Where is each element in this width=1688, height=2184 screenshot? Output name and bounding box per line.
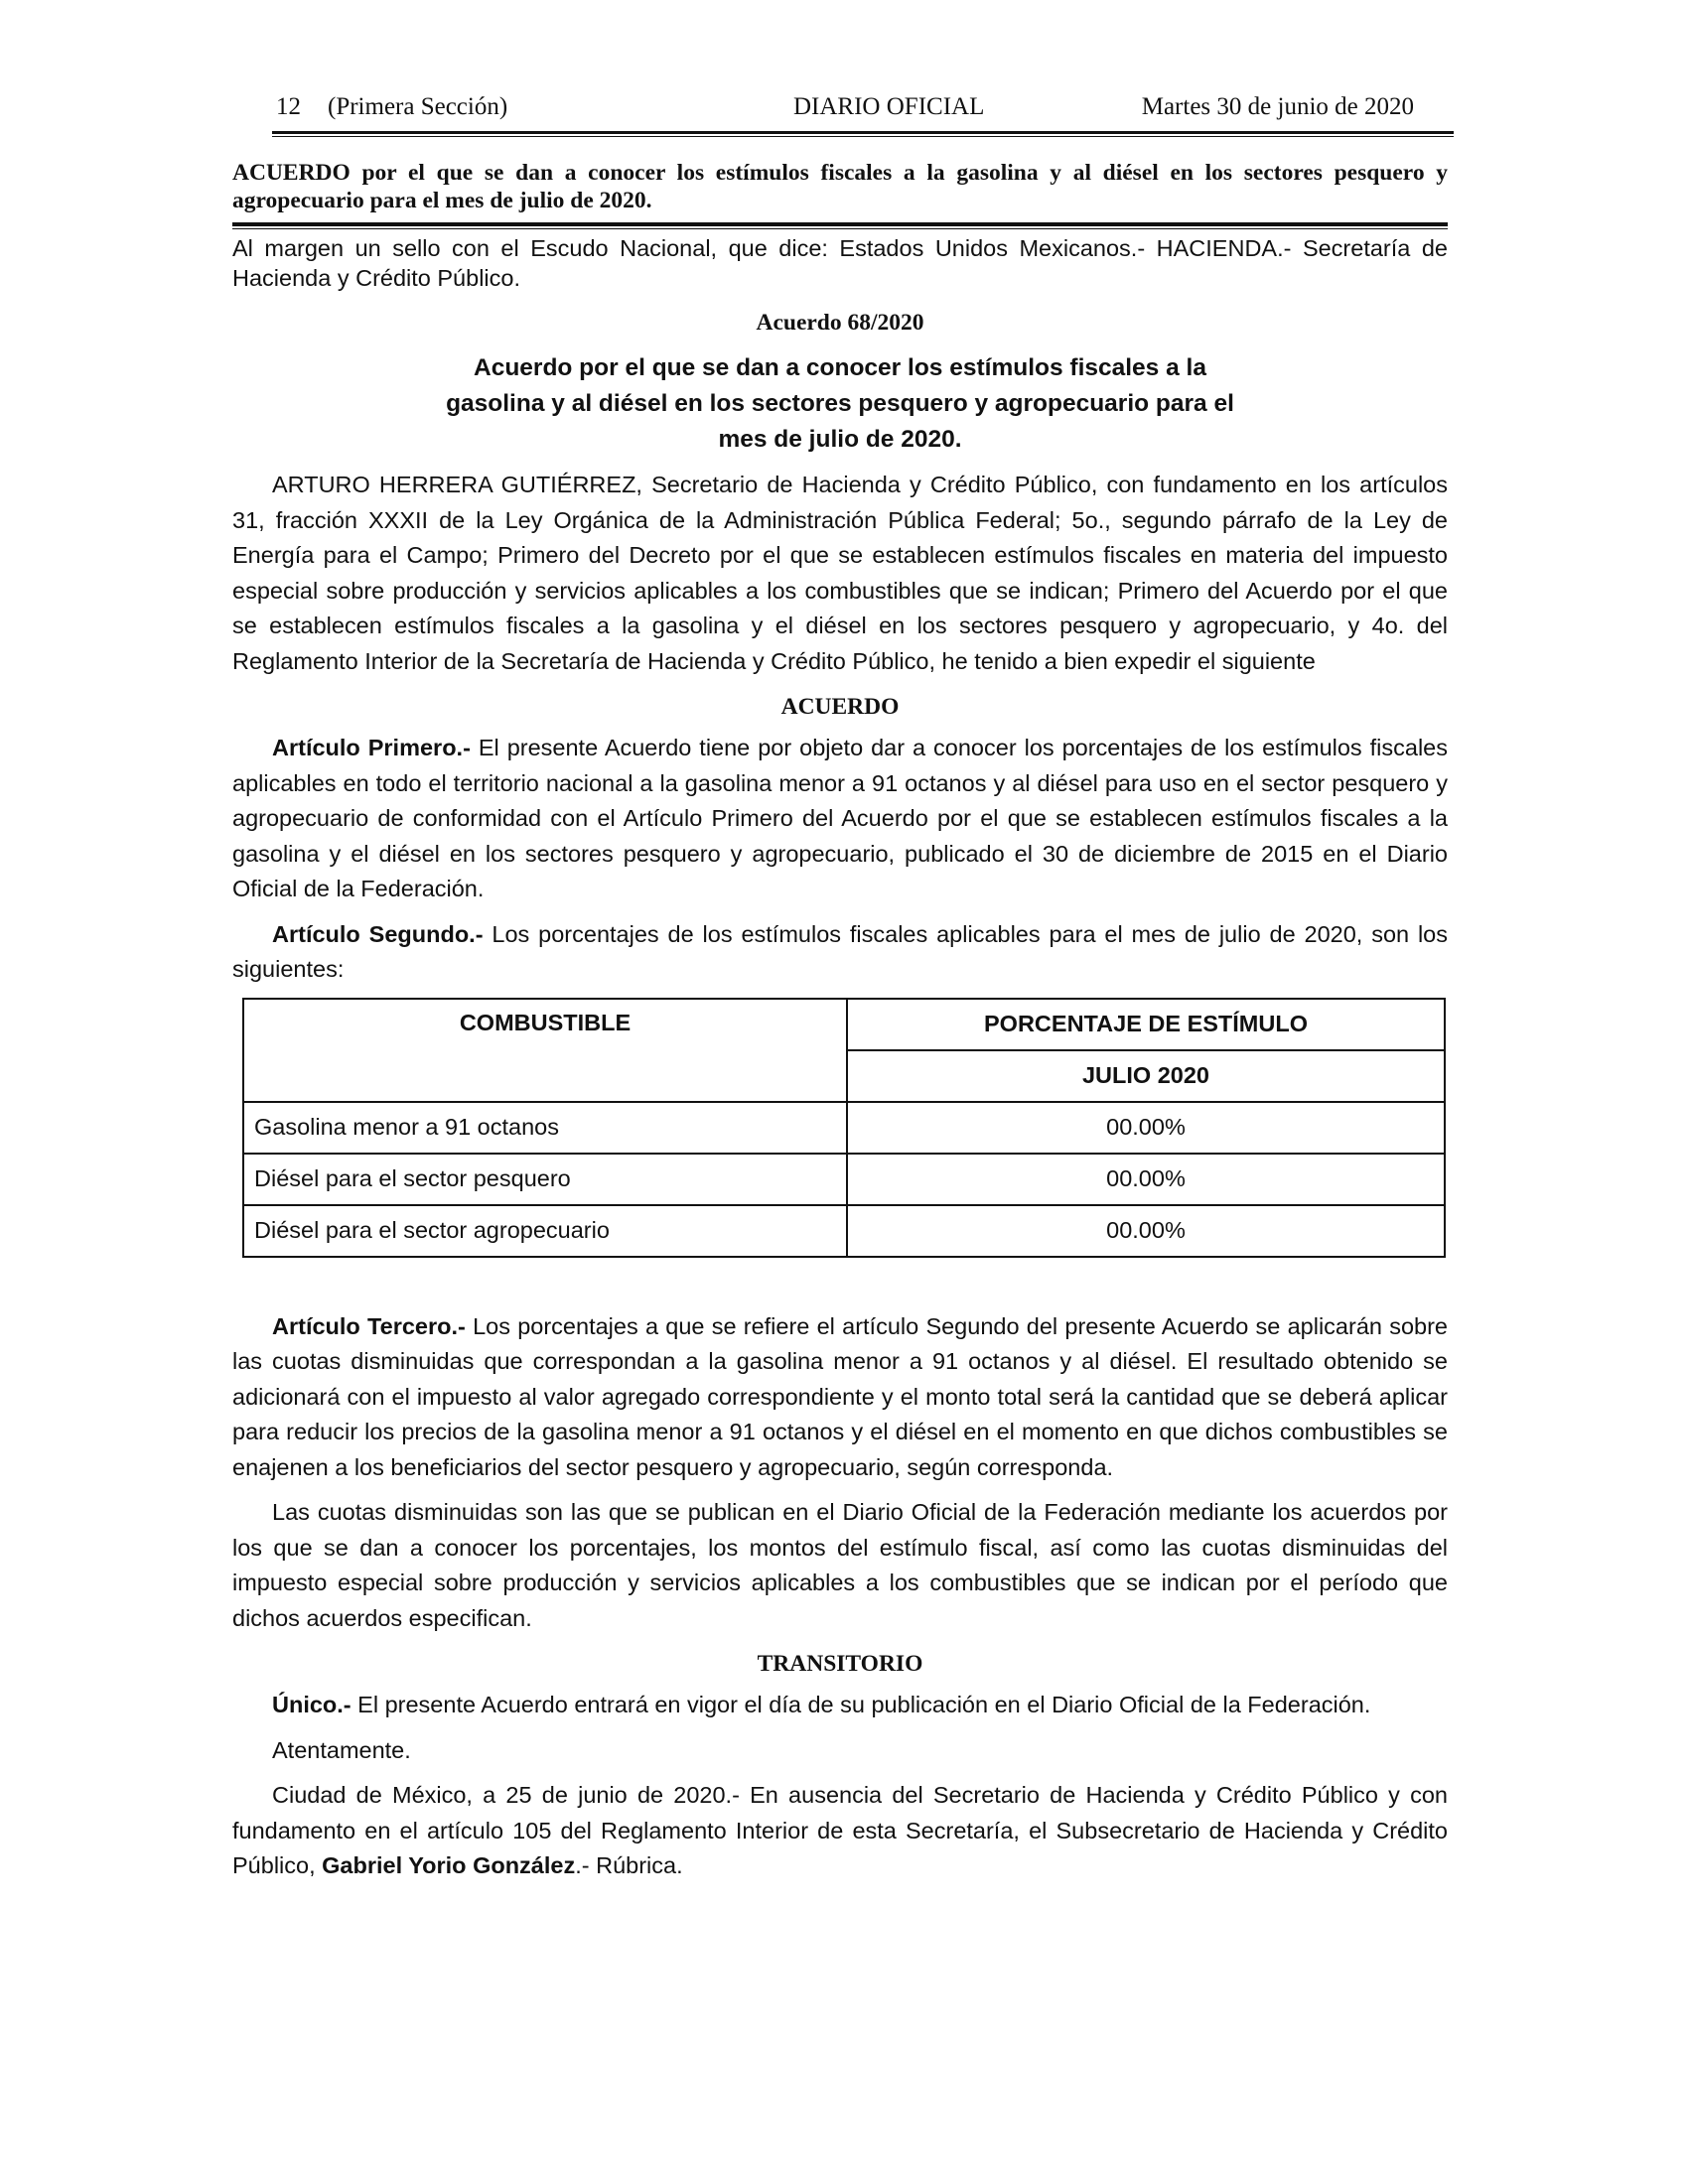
fuel-cell: Gasolina menor a 91 octanos xyxy=(243,1102,847,1154)
cuotas-paragraph: Las cuotas disminuidas son las que se publican en el Diario Oficial de la Federación mediante los acuerdos por los que se dan a conocer los porcentajes, los montos del estímulo fiscal, así como las cuotas disminuidas del impuesto especial sobre producción y servicios aplicables a los combustibles que se indican por el período que dichos acuerdos especifican. xyxy=(232,1499,1448,1631)
article-text: Los porcentajes a que se refiere el artículo Segundo del presente Acuerdo se aplicarán sobre las cuotas disminuidas que correspondan a la gasolina menor a 91 octanos y al diésel. El resultado obtenido se adicionará con el impuesto al valor agregado correspondiente y el monto total será la cantidad que se deberá aplicar para reducir los precios de la gasolina menor a 91 octanos y el diésel en el momento en que dichos combustibles se enajenen a los beneficiarios del sector pesquero y agropecuario, según corresponda. xyxy=(232,1312,1448,1480)
article-primero xyxy=(232,731,1448,907)
journal-name: DIARIO OFICIAL xyxy=(793,93,985,120)
article-tercero xyxy=(232,1309,1448,1486)
stimulus-table xyxy=(242,998,1446,1258)
signature-text: Ciudad de México, a 25 de junio de 2020.- En ausencia del Secretario de Hacienda y Crédito Público y con fundamento en el artículo 105 del Reglamento Interior de esta Secretaría, el Subsecretario de Hacienda y Crédito Público, xyxy=(232,1782,1448,1878)
percentage-cell: 00.00% xyxy=(847,1205,1445,1257)
document-page xyxy=(232,91,1448,1884)
fuel-cell: Diésel para el sector agropecuario xyxy=(243,1205,847,1257)
preamble-paragraph: ARTURO HERRERA GUTIÉRREZ, Secretario de Hacienda y Crédito Público, con fundamento en los artículos 31, fracción XXXII de la Ley Orgánica de la Administración Pública Federal; 5o., segundo párrafo de la Ley de Energía para el Campo; Primero del Decreto por el que se establecen estímulos fiscales en materia del impuesto especial sobre producción y servicios aplicables a los combustibles que se indican; Primero del Acuerdo por el que se establecen estímulos fiscales a la gasolina y el diésel en los sectores pesquero y agropecuario, y 4o. del Reglamento Interior de la Secretaría de Hacienda y Crédito Público, he tenido a bien expedir el siguiente xyxy=(232,472,1448,674)
signature-paragraph xyxy=(232,1778,1448,1884)
section-label: (Primera Sección) xyxy=(328,93,508,120)
percentage-cell: 00.00% xyxy=(847,1102,1445,1154)
header-rule xyxy=(272,131,1454,137)
article-label: Único.- xyxy=(272,1692,352,1717)
section-heading-acuerdo: ACUERDO xyxy=(780,694,900,720)
article-label: Artículo Tercero.- xyxy=(272,1312,466,1339)
percentage-cell: 00.00% xyxy=(847,1154,1445,1205)
decree-title: Acuerdo por el que se dan a conocer los estímulos fiscales a la gasolina y al diésel en los sectores pesquero y agropecuario para el mes de julio de 2020. xyxy=(446,354,1234,453)
signatory-name: Gabriel Yorio González xyxy=(322,1852,576,1878)
column-header-porcentaje: PORCENTAJE DE ESTÍMULO xyxy=(847,999,1445,1050)
page-number: 12 xyxy=(276,93,301,120)
column-header-month: JULIO 2020 xyxy=(847,1050,1445,1102)
column-header-combustible: COMBUSTIBLE xyxy=(243,999,847,1102)
document-title: ACUERDO por el que se dan a conocer los estímulos fiscales a la gasolina y al diésel en los sectores pesquero y agropecuario para el mes de julio de 2020. xyxy=(232,160,1448,213)
table-header-row xyxy=(243,999,1445,1050)
table-row xyxy=(243,1154,1445,1205)
article-text: El presente Acuerdo tiene por objeto dar a conocer los porcentajes de los estímulos fiscales aplicables en todo el territorio nacional a la gasolina menor a 91 octanos y al diésel para uso en el sector pesquero y agropecuario de conformidad con el Artículo Primero del Acuerdo por el que se establecen estímulos fiscales a la gasolina y el diésel en los sectores pesquero y agropecuario, publicado el 30 de diciembre de 2015 en el Diario Oficial de la Federación. xyxy=(232,735,1448,901)
article-segundo xyxy=(232,917,1448,988)
unico-paragraph xyxy=(232,1688,1448,1723)
table-row xyxy=(243,1205,1445,1257)
article-text: El presente Acuerdo entrará en vigor el día de su publicación en el Diario Oficial de la Federación. xyxy=(351,1692,1371,1717)
article-text: Los porcentajes de los estímulos fiscales aplicables para el mes de julio de 2020, son los siguientes: xyxy=(232,920,1449,982)
publication-date: Martes 30 de junio de 2020 xyxy=(1141,93,1414,120)
running-header xyxy=(272,91,1414,131)
closing-atentamente: Atentamente. xyxy=(272,1736,411,1763)
signature-suffix: .- Rúbrica. xyxy=(575,1852,683,1878)
table-row xyxy=(243,1102,1445,1154)
article-label: Artículo Primero.- xyxy=(272,735,471,760)
acuerdo-number: Acuerdo 68/2020 xyxy=(756,310,924,336)
article-label: Artículo Segundo.- xyxy=(272,920,484,947)
seal-note: Al margen un sello con el Escudo Nacional, que dice: Estados Unidos Mexicanos.- HACIENDA.- Secretaría de Hacienda y Crédito Público. xyxy=(232,235,1448,291)
section-heading-transitorio: TRANSITORIO xyxy=(757,1651,923,1677)
title-rule xyxy=(232,222,1448,229)
fuel-cell: Diésel para el sector pesquero xyxy=(243,1154,847,1205)
